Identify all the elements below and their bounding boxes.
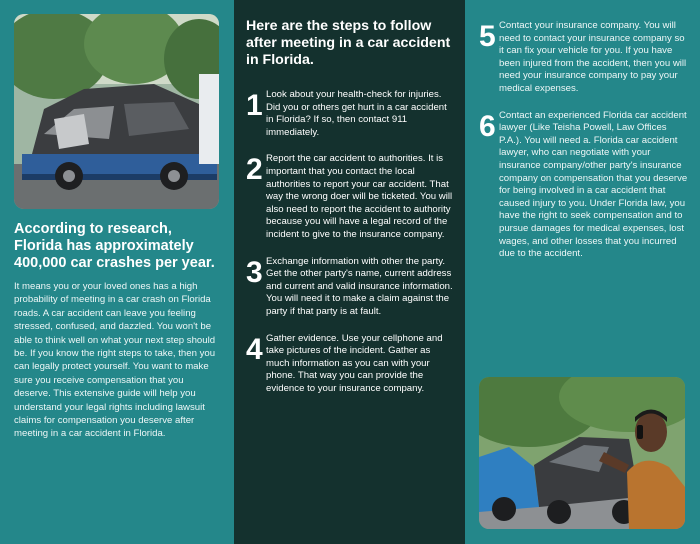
man-on-phone-photo (479, 377, 685, 529)
step-5 (479, 20, 688, 96)
step-4 (246, 333, 453, 396)
wrecked-car-illustration (14, 14, 219, 209)
step-number: 2 (246, 153, 263, 187)
accident-phone-illustration (479, 377, 685, 529)
wrecked-car-photo (14, 14, 219, 209)
step-text: Look about your health-check for injuries. Did you or others get hurt in a car accident in Florida? If so, then contact 911 immediately. (266, 89, 447, 138)
step-number: 3 (246, 255, 263, 289)
step-text: Report the car accident to authorities. It is important that you contact the local authorities to report your car accident. That way the wrong doer will be ticketed. You will also need to report the accident to authority because you will have a legal record of the incident to give to the insurance company. (266, 153, 453, 240)
middle-panel (234, 0, 465, 544)
step-number: 6 (479, 109, 496, 143)
step-text: Contact an experienced Florida car accident lawyer (Like Teisha Powell, Law Offices P.A.). You will need a. Florida car accident lawyer, who can negotiate with your insurance company/other party's insurance company on compensation that you deserve for being involved in a car accident that caused injury to you. Under Florida law, you have the right to seek compensation and to pursue damages for medical expenses, lost wages, and other losses that you incurred due to the accident. (499, 109, 688, 260)
research-heading: According to research, Florida has approximately 400,000 car crashes per year. (14, 221, 215, 271)
step-1 (246, 89, 453, 139)
step-number: 4 (246, 332, 263, 366)
steps-heading: Here are the steps to follow after meeting in a car accident in Florida. (246, 18, 451, 68)
step-6 (479, 110, 688, 261)
step-text: Gather evidence. Use your cellphone and take pictures of the incident. Gather as much information as you can with your phone. That way you can provide the evidence to your insurance company. (266, 332, 443, 394)
step-text: Contact your insurance company. You will need to contact your insurance company so it can fix your vehicle for you. If you have been injured from the accident, then you will need your insurance company to pay your medical expenses. (499, 20, 687, 94)
intro-paragraph: It means you or your loved ones has a high probability of meeting in a car crash on Florida roads. A car accident can leave you feeling stressed, confused, and dazzled. You won't be able to think well on what your next step should be. If you know the right steps to take, then you can legally protect yourself. You want to make sure you receive compensation that you deserve. This extensive guide will help you understand your legal rights including lawsuit claims for compensation you deserve after meeting in a car accident in Florida. (14, 281, 216, 440)
step-3 (246, 256, 453, 319)
step-number: 1 (246, 89, 263, 122)
left-panel (0, 0, 234, 544)
step-text: Exchange information with other the party. Get the other party's name, current address and current and valid insurance information. You will need it to make a claim against the party if that party is at fault. (266, 255, 453, 317)
right-panel (465, 0, 700, 544)
step-2 (246, 153, 453, 241)
step-number: 5 (479, 20, 496, 53)
